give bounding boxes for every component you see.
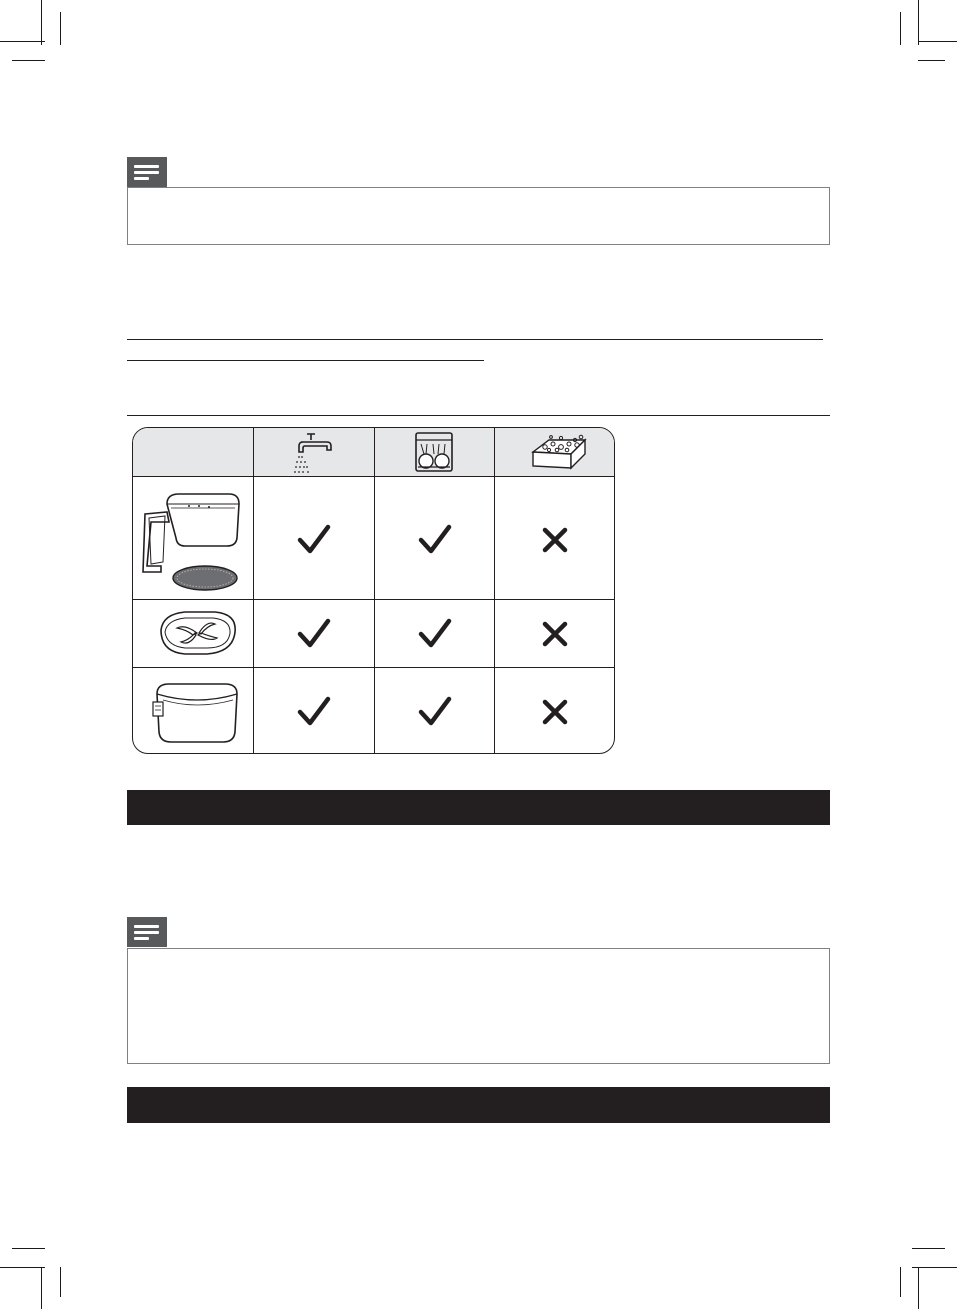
note-icon <box>127 157 167 187</box>
note-icon <box>127 917 167 947</box>
abrasive-sponge-icon <box>531 432 587 472</box>
section-header-bar <box>127 790 830 825</box>
text-underline <box>127 360 484 361</box>
check-icon <box>297 617 331 651</box>
note-box <box>127 948 830 1064</box>
basket-with-mesh-icon <box>137 486 249 598</box>
faucet-icon <box>293 432 337 474</box>
dishwasher-icon <box>415 432 453 472</box>
text-underline <box>127 339 823 340</box>
section-divider <box>127 415 830 416</box>
check-icon <box>297 695 331 729</box>
cross-icon <box>538 617 572 651</box>
fat-reducer-icon <box>155 608 239 660</box>
check-icon <box>418 617 452 651</box>
section-header-bar <box>127 1087 830 1123</box>
check-icon <box>418 695 452 729</box>
cross-icon <box>538 523 572 557</box>
cleaning-table <box>132 427 615 754</box>
note-box <box>127 187 830 245</box>
pan-drawer-icon <box>151 676 243 748</box>
cross-icon <box>538 695 572 729</box>
check-icon <box>297 523 331 557</box>
check-icon <box>418 523 452 557</box>
